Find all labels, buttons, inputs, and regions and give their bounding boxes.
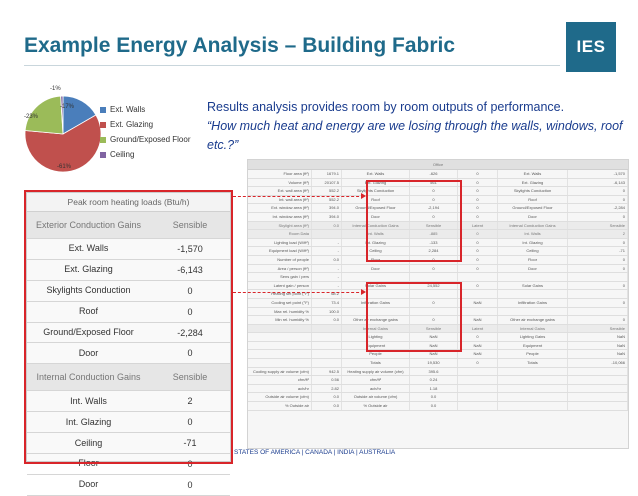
results-cell: 0 bbox=[458, 239, 498, 247]
results-row bbox=[248, 273, 628, 282]
row-value: 0 bbox=[187, 479, 193, 490]
caption-text bbox=[207, 98, 632, 155]
results-cell: Equipment load (W/ft²) bbox=[248, 247, 312, 255]
ies-logo: IES bbox=[566, 22, 616, 72]
results-cell: % Outside air bbox=[342, 402, 410, 410]
legend-label: Ceiling bbox=[110, 150, 135, 159]
header-value: Sensible bbox=[172, 220, 208, 230]
results-cell: 2.82 bbox=[312, 385, 342, 393]
results-cell: Int. Glazing bbox=[342, 239, 410, 247]
results-cell: NaN bbox=[568, 333, 628, 341]
results-cell: Ext. Glazing bbox=[342, 179, 410, 187]
results-cell: NaN bbox=[410, 333, 458, 341]
results-cell bbox=[568, 290, 628, 298]
results-cell: Ext. window area (ft²) bbox=[248, 204, 312, 212]
results-cell: Roof bbox=[342, 196, 410, 204]
results-cell: -133 bbox=[410, 239, 458, 247]
results-cell: -10,066 bbox=[568, 359, 628, 367]
row-name: Floor bbox=[78, 458, 99, 469]
results-cell: 0 bbox=[410, 299, 458, 307]
legend-item-ground-floor bbox=[100, 132, 191, 147]
results-cell bbox=[458, 308, 498, 316]
results-cell: 0 bbox=[410, 265, 458, 273]
results-cell: Int. Glazing bbox=[498, 239, 568, 247]
results-cell: 0.0 bbox=[312, 222, 342, 230]
highlight-box-exterior-gains bbox=[366, 180, 462, 262]
results-cell: 0 bbox=[568, 299, 628, 307]
results-cell: 0 bbox=[458, 247, 498, 255]
results-row bbox=[248, 359, 628, 368]
results-cell bbox=[568, 308, 628, 316]
results-cell: -71 bbox=[568, 247, 628, 255]
legend-item-ext-walls bbox=[100, 102, 191, 117]
results-cell bbox=[498, 402, 568, 410]
row-name: Door bbox=[78, 479, 99, 490]
row-name: Int. Walls bbox=[70, 395, 107, 406]
results-cell: ach/hr bbox=[248, 385, 312, 393]
row-name: Roof bbox=[78, 306, 98, 317]
results-cell: Ceiling bbox=[498, 247, 568, 255]
results-cell: Equipment bbox=[342, 342, 410, 350]
results-cell: 0 bbox=[458, 170, 498, 178]
results-cell: Door bbox=[342, 213, 410, 221]
pie-legend bbox=[100, 102, 191, 162]
arrow-head-icon bbox=[361, 289, 366, 295]
results-cell: Volume (ft³) bbox=[248, 179, 312, 187]
row-value: 0 bbox=[187, 348, 193, 359]
results-cell: Sensible bbox=[568, 325, 628, 333]
results-cell: Ground/Exposed Floor bbox=[498, 204, 568, 212]
caption-line: Results analysis provides room by room outputs of performance. bbox=[207, 100, 565, 114]
header-name: Exterior Conduction Gains bbox=[35, 219, 142, 230]
results-cell: -6,143 bbox=[568, 179, 628, 187]
results-cell: Lighting Gains bbox=[498, 333, 568, 341]
results-cell: 395.6 bbox=[410, 368, 458, 376]
results-row bbox=[248, 368, 628, 377]
footer-locations: STATES OF AMERICA | CANADA | INDIA | AUSTRALIA bbox=[234, 449, 396, 456]
results-cell: Equipment bbox=[498, 342, 568, 350]
row-name: Int. Glazing bbox=[65, 416, 112, 427]
results-cell: 0 bbox=[458, 256, 498, 264]
results-cell: 1.18 bbox=[410, 385, 458, 393]
results-cell bbox=[498, 393, 568, 401]
results-cell bbox=[498, 308, 568, 316]
results-cell: 942.5 bbox=[312, 368, 342, 376]
results-cell: Int. wall area (ft²) bbox=[248, 196, 312, 204]
results-row bbox=[248, 265, 628, 274]
legend-swatch bbox=[100, 122, 106, 128]
results-cell: Cooling set point (°F) bbox=[248, 299, 312, 307]
results-cell bbox=[568, 385, 628, 393]
results-cell: Lighting bbox=[342, 333, 410, 341]
results-cell bbox=[312, 230, 342, 238]
results-cell bbox=[498, 376, 568, 384]
results-cell bbox=[568, 393, 628, 401]
results-cell: 0 bbox=[410, 187, 458, 195]
results-cell: 0 bbox=[568, 239, 628, 247]
results-cell: Room Data bbox=[248, 230, 312, 238]
results-cell: -885 bbox=[410, 230, 458, 238]
row-name: Ext. Glazing bbox=[64, 264, 113, 275]
row-value: 2 bbox=[187, 396, 193, 407]
results-cell: Solar Gains bbox=[342, 282, 410, 290]
results-cell bbox=[568, 368, 628, 376]
results-cell: Latent gain / person bbox=[248, 282, 312, 290]
results-cell: Int. window area (ft²) bbox=[248, 213, 312, 221]
results-cell: 0 bbox=[458, 265, 498, 273]
results-cell: 0 bbox=[568, 187, 628, 195]
results-cell: Other air exchange gains bbox=[342, 316, 410, 324]
pie-label-glazing: -61% bbox=[57, 164, 72, 170]
results-cell: 1679.1 bbox=[312, 170, 342, 178]
results-cell bbox=[458, 393, 498, 401]
results-cell bbox=[458, 368, 498, 376]
results-cell: Int. Walls bbox=[342, 230, 410, 238]
results-cell: - bbox=[312, 247, 342, 255]
results-cell: Internal Conduction Gains bbox=[342, 222, 410, 230]
results-cell: 561 bbox=[410, 179, 458, 187]
results-cell: 100.0 bbox=[312, 308, 342, 316]
results-cell: 2 bbox=[568, 230, 628, 238]
results-cell: 552.2 bbox=[312, 187, 342, 195]
results-cell: NaN bbox=[458, 342, 498, 350]
row-name: Skylights Conduction bbox=[46, 285, 131, 296]
results-cell: Min rel. humidity % bbox=[248, 316, 312, 324]
highlight-box-internal-gains bbox=[366, 282, 462, 352]
results-cell: Internal Gains bbox=[342, 325, 410, 333]
results-cell: cfm/ft² bbox=[248, 376, 312, 384]
results-cell bbox=[342, 273, 410, 281]
row-value: 0 bbox=[187, 306, 193, 317]
results-cell bbox=[458, 385, 498, 393]
pie-label-walls: -17% bbox=[60, 104, 75, 110]
results-cell: 68.2 bbox=[312, 290, 342, 298]
results-cell: Internal Gains bbox=[498, 325, 568, 333]
results-cell: Totals bbox=[342, 359, 410, 367]
row-value: -2,284 bbox=[177, 327, 203, 338]
results-cell bbox=[568, 376, 628, 384]
results-cell: 0 bbox=[568, 316, 628, 324]
row-value: 0 bbox=[187, 285, 193, 296]
results-cell: Skylights Conduction bbox=[498, 187, 568, 195]
results-cell: 24,552 bbox=[410, 282, 458, 290]
results-cell: Solar Gains bbox=[498, 282, 568, 290]
results-cell: Ext. wall area (ft²) bbox=[248, 187, 312, 195]
results-cell: 0 bbox=[458, 213, 498, 221]
legend-label: Ext. Walls bbox=[110, 105, 146, 114]
results-cell: Lighting load (W/ft²) bbox=[248, 239, 312, 247]
results-cell: 0 bbox=[568, 213, 628, 221]
results-cell: Heating set point (°F) bbox=[248, 290, 312, 298]
results-row bbox=[248, 170, 628, 179]
results-cell: 394.0 bbox=[312, 204, 342, 212]
results-cell: - bbox=[312, 282, 342, 290]
results-cell: Sensible bbox=[410, 325, 458, 333]
results-cell: NaN bbox=[568, 342, 628, 350]
legend-swatch bbox=[100, 137, 106, 143]
results-row bbox=[248, 393, 628, 402]
results-cell: 552.2 bbox=[312, 196, 342, 204]
results-cell: Floor bbox=[498, 256, 568, 264]
results-row bbox=[248, 376, 628, 385]
row-value: -71 bbox=[183, 438, 197, 449]
results-cell: - bbox=[312, 265, 342, 273]
caption-quote: “How much heat and energy are we losing through the walls, windows, roof etc.?” bbox=[207, 119, 623, 152]
title-divider bbox=[24, 65, 560, 66]
results-cell: Cooling supply air volume (cfm) bbox=[248, 368, 312, 376]
highlight-box-left-table bbox=[24, 190, 233, 464]
connector-line-internal bbox=[233, 292, 364, 293]
results-cell: -1,570 bbox=[568, 170, 628, 178]
results-cell: 0 bbox=[410, 213, 458, 221]
results-cell: % Outside air bbox=[248, 402, 312, 410]
results-cell bbox=[498, 273, 568, 281]
results-cell bbox=[312, 342, 342, 350]
results-row bbox=[248, 385, 628, 394]
results-cell: Max rel. humidity % bbox=[248, 308, 312, 316]
results-cell: NaN bbox=[458, 316, 498, 324]
row-value: 0 bbox=[187, 417, 193, 428]
results-cell: 0 bbox=[410, 316, 458, 324]
results-cell: People bbox=[498, 350, 568, 358]
results-cell bbox=[312, 333, 342, 341]
row-name: Ground/Exposed Floor bbox=[43, 327, 134, 337]
results-cell: 0 bbox=[568, 196, 628, 204]
results-cell: Ext. Walls bbox=[498, 170, 568, 178]
results-cell bbox=[568, 402, 628, 410]
results-cell: 394.0 bbox=[312, 213, 342, 221]
row-value: -6,143 bbox=[177, 264, 203, 275]
results-cell: Number of people bbox=[248, 256, 312, 264]
results-cell: cfm/ft² bbox=[342, 376, 410, 384]
results-cell: -2,194 bbox=[410, 204, 458, 212]
results-cell: -626 bbox=[410, 170, 458, 178]
results-cell: Outside air volume (cfm) bbox=[342, 393, 410, 401]
results-cell: Ground/Exposed Floor bbox=[342, 204, 410, 212]
results-cell: 0.0 bbox=[410, 393, 458, 401]
results-cell: Infiltration Gains bbox=[498, 299, 568, 307]
results-cell: 73.4 bbox=[312, 299, 342, 307]
results-cell: Area / person (ft²) bbox=[248, 265, 312, 273]
results-cell bbox=[248, 342, 312, 350]
arrow-head-icon bbox=[361, 193, 366, 199]
row-value: 0 bbox=[187, 458, 193, 469]
results-cell: 20107.5 bbox=[312, 179, 342, 187]
results-cell bbox=[458, 290, 498, 298]
results-cell bbox=[312, 350, 342, 358]
results-cell bbox=[248, 359, 312, 367]
results-cell: NaN bbox=[458, 350, 498, 358]
results-cell: Door bbox=[342, 265, 410, 273]
results-cell bbox=[312, 359, 342, 367]
results-cell: 0 bbox=[568, 282, 628, 290]
results-cell: Totals bbox=[498, 359, 568, 367]
results-cell bbox=[568, 273, 628, 281]
results-cell bbox=[248, 350, 312, 358]
results-cell bbox=[458, 273, 498, 281]
results-table-title: Office bbox=[248, 160, 628, 170]
row-name: Ext. Walls bbox=[68, 243, 109, 254]
results-cell: Internal Conduction Gains bbox=[498, 222, 568, 230]
results-cell: Door bbox=[498, 213, 568, 221]
results-cell bbox=[498, 290, 568, 298]
legend-swatch bbox=[100, 152, 106, 158]
results-cell: Other air exchange gains bbox=[498, 316, 568, 324]
table-row bbox=[27, 475, 230, 496]
results-cell: Latent bbox=[458, 222, 498, 230]
results-cell: 0 bbox=[458, 196, 498, 204]
table-banner: Peak room heating loads (Btu/h) bbox=[27, 193, 230, 212]
pie-label-ceiling: -1% bbox=[50, 86, 61, 92]
results-cell bbox=[410, 273, 458, 281]
row-name: Door bbox=[78, 347, 99, 358]
results-cell: - bbox=[312, 239, 342, 247]
results-cell: - bbox=[312, 273, 342, 281]
results-cell: ach/hr bbox=[342, 385, 410, 393]
results-cell: Door bbox=[498, 265, 568, 273]
results-cell: 0.0 bbox=[312, 316, 342, 324]
results-cell: 2,284 bbox=[410, 247, 458, 255]
legend-item-ext-glazing bbox=[100, 117, 191, 132]
results-cell: 19,530 bbox=[410, 359, 458, 367]
results-row bbox=[248, 402, 628, 411]
results-cell bbox=[498, 385, 568, 393]
results-cell: NaN bbox=[410, 342, 458, 350]
results-cell: 0.0 bbox=[312, 402, 342, 410]
results-cell: Ext. Glazing bbox=[498, 179, 568, 187]
legend-label: Ext. Glazing bbox=[110, 120, 154, 129]
results-cell: Heating supply air volume (cfm) bbox=[342, 368, 410, 376]
results-cell: 0 bbox=[568, 256, 628, 264]
results-cell bbox=[458, 376, 498, 384]
results-cell: 0.24 bbox=[410, 376, 458, 384]
results-cell: 0 bbox=[458, 179, 498, 187]
results-cell: NaN bbox=[568, 350, 628, 358]
results-cell: 0 bbox=[410, 196, 458, 204]
results-cell: Ext. Walls bbox=[342, 170, 410, 178]
results-cell bbox=[248, 325, 312, 333]
results-cell: Latent bbox=[458, 325, 498, 333]
results-cell: 0 bbox=[458, 333, 498, 341]
results-cell: Ceiling bbox=[342, 247, 410, 255]
legend-swatch bbox=[100, 107, 106, 113]
row-name: Ceiling bbox=[74, 437, 103, 448]
pie-chart bbox=[18, 86, 108, 178]
results-cell: 0 bbox=[410, 256, 458, 264]
results-cell bbox=[498, 368, 568, 376]
results-cell bbox=[248, 333, 312, 341]
results-cell: NaN bbox=[410, 350, 458, 358]
results-cell: Infiltration Gains bbox=[342, 299, 410, 307]
results-cell: 0.56 bbox=[312, 376, 342, 384]
results-cell bbox=[312, 325, 342, 333]
legend-item-ceiling bbox=[100, 147, 191, 162]
results-cell bbox=[458, 402, 498, 410]
results-cell: Roof bbox=[498, 196, 568, 204]
slide-title: Example Energy Analysis – Building Fabric bbox=[24, 34, 456, 57]
results-cell: 0 bbox=[458, 282, 498, 290]
results-cell: People bbox=[342, 350, 410, 358]
results-cell: 0.0 bbox=[312, 393, 342, 401]
results-cell: -2,284 bbox=[568, 204, 628, 212]
row-value: -1,570 bbox=[177, 243, 203, 254]
results-cell: Outside air volume (cfm) bbox=[248, 393, 312, 401]
header-name: Internal Conduction Gains bbox=[36, 371, 141, 382]
results-cell: Sensible bbox=[568, 222, 628, 230]
results-cell: Sensible bbox=[410, 222, 458, 230]
connector-line-exterior bbox=[233, 196, 364, 197]
results-cell: Skylight area (ft²) bbox=[248, 222, 312, 230]
results-cell: 0 bbox=[458, 204, 498, 212]
legend-label: Ground/Exposed Floor bbox=[110, 135, 191, 144]
results-cell: 0 bbox=[458, 359, 498, 367]
results-cell: Sens gain / pers bbox=[248, 273, 312, 281]
header-value: Sensible bbox=[172, 372, 208, 383]
results-cell: 0 bbox=[458, 230, 498, 238]
results-cell: 0 bbox=[568, 265, 628, 273]
results-cell: Floor bbox=[342, 256, 410, 264]
results-cell: Floor area (ft²) bbox=[248, 170, 312, 178]
results-cell: Skylights Conduction bbox=[342, 187, 410, 195]
pie-label-floor: -23% bbox=[24, 114, 39, 120]
results-cell: Int. Walls bbox=[498, 230, 568, 238]
results-cell: NaN bbox=[458, 299, 498, 307]
results-cell: 0.0 bbox=[312, 256, 342, 264]
results-cell: 0 bbox=[458, 187, 498, 195]
results-cell: 0.0 bbox=[410, 402, 458, 410]
